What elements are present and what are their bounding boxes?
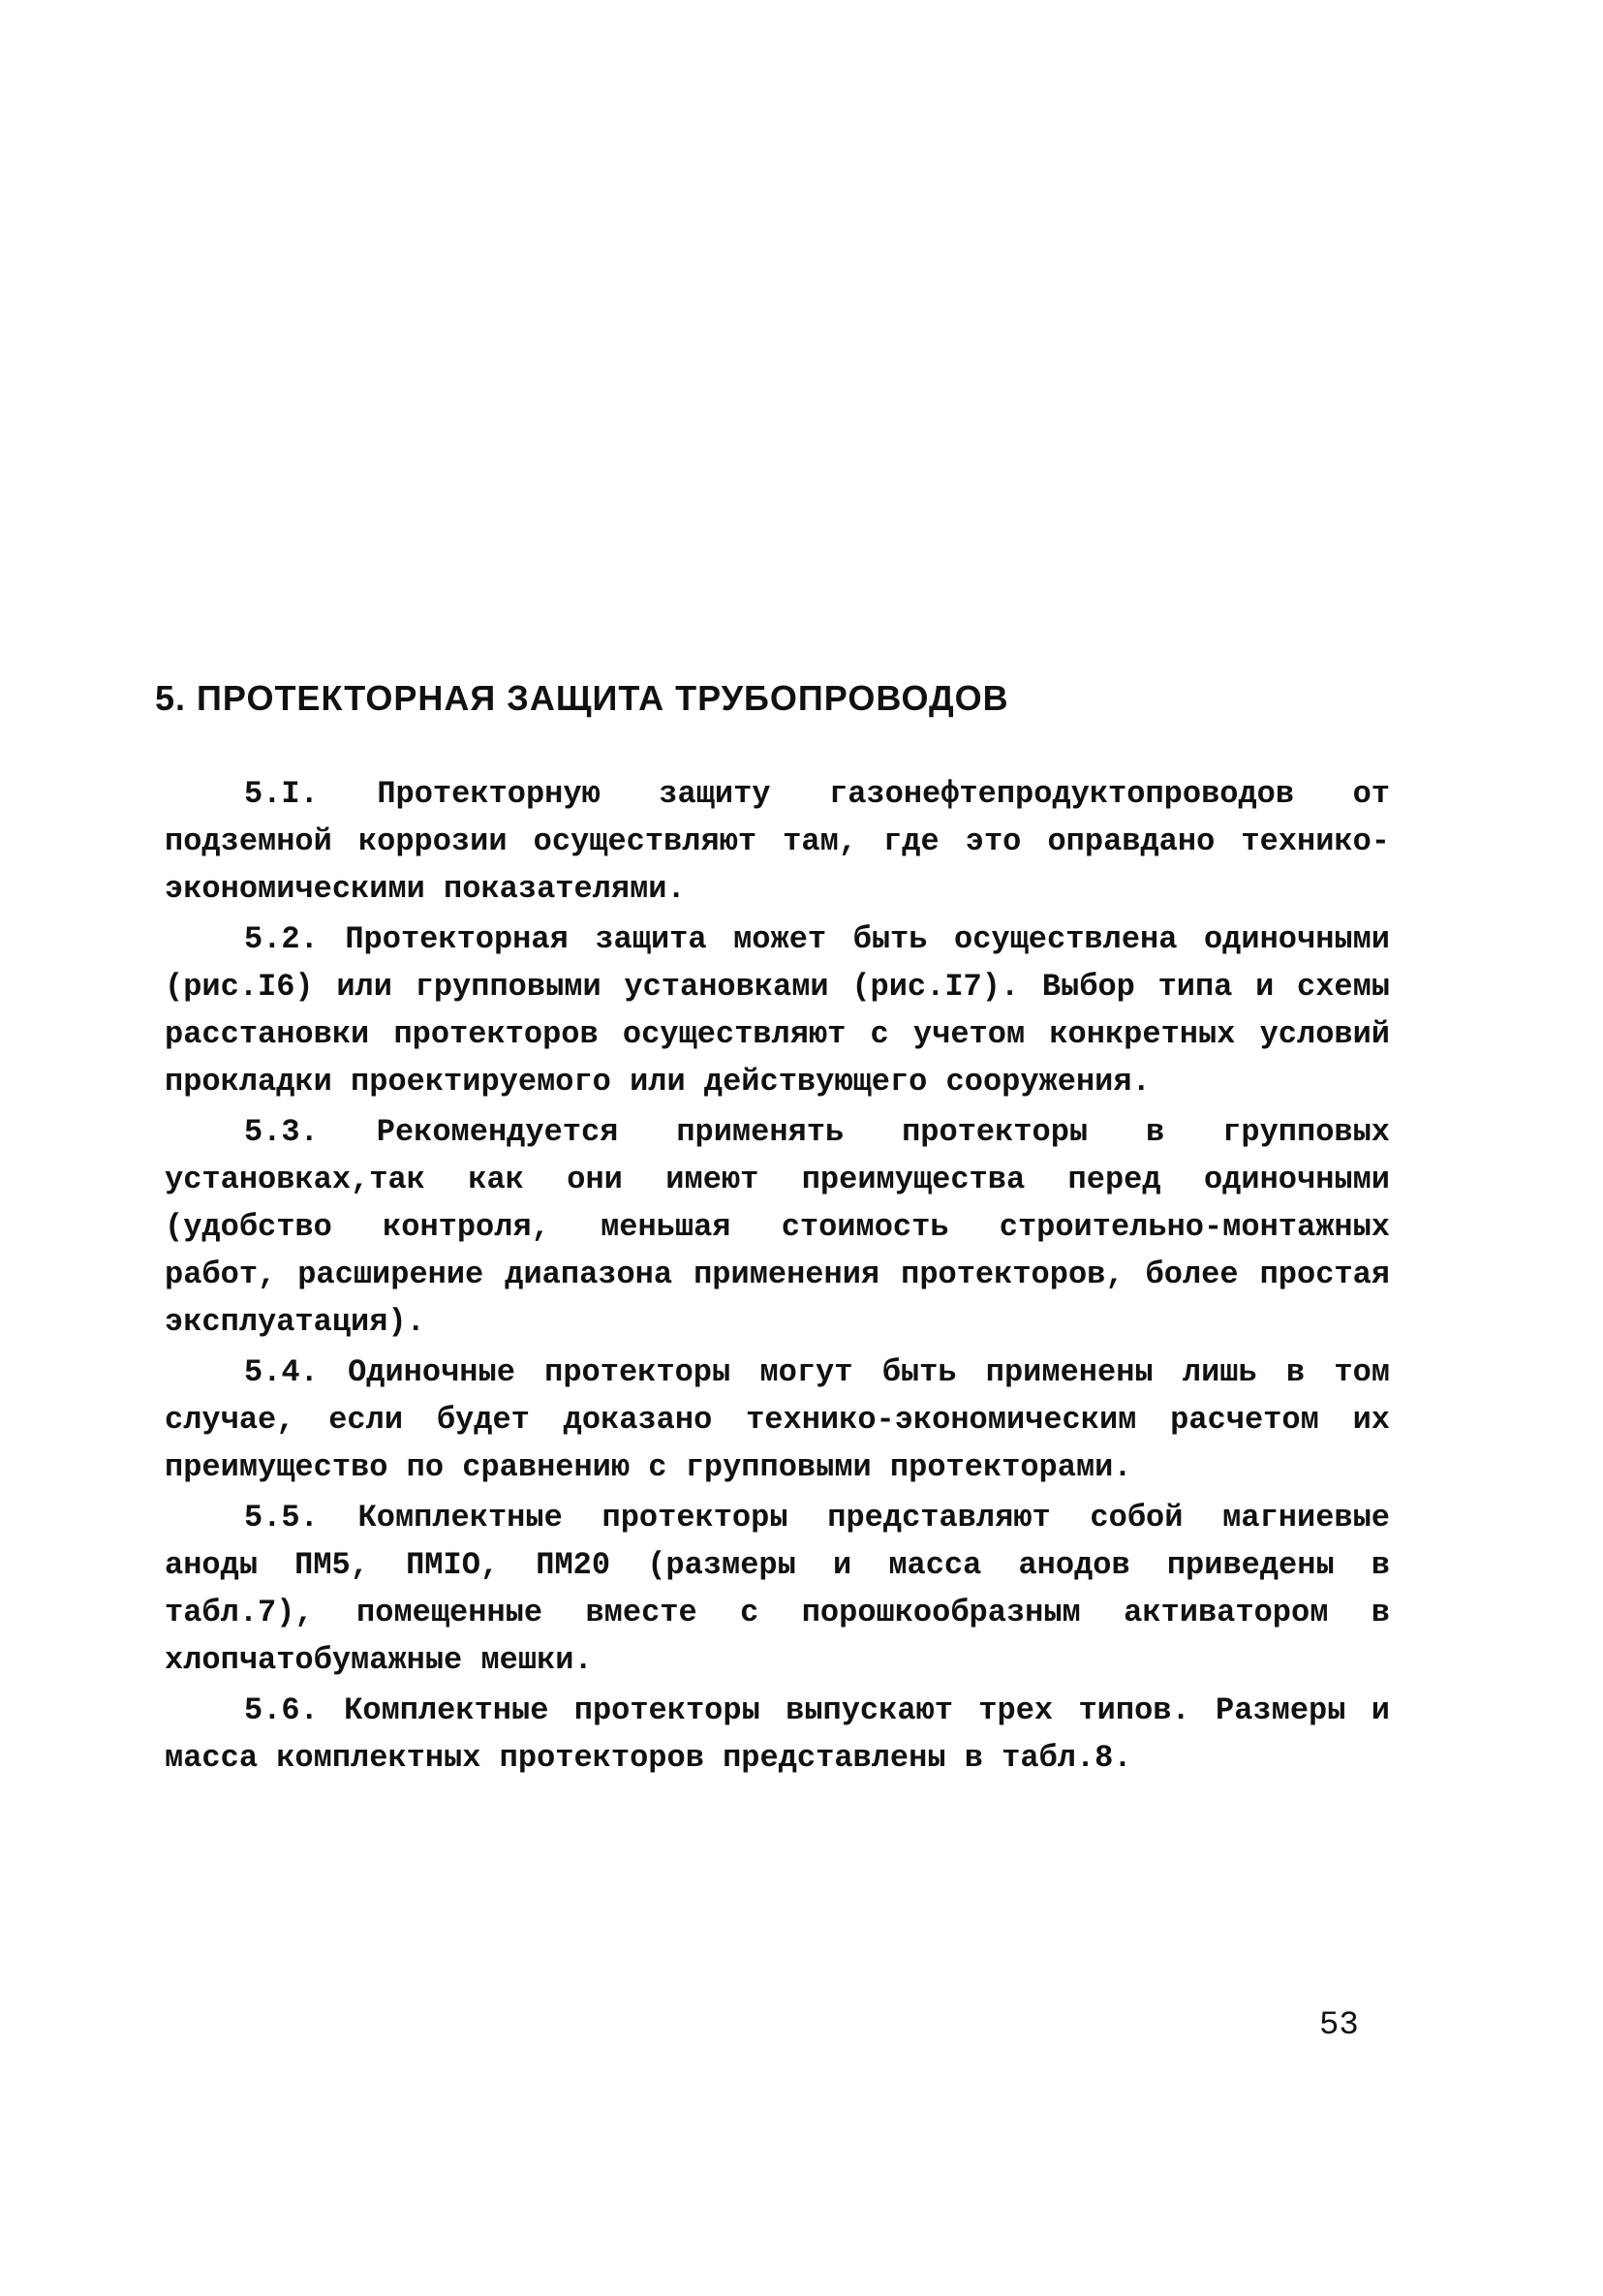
section-body: [165, 770, 1390, 1784]
paragraph-5-5: 5.5. Комплектные протекторы представляют собой магниевые аноды ПМ5, ПМIО, ПМ20 (размеры и масса анодов приведены в табл.7), помещенные вместе с порошкообразным активатором в хлопчатобумажные мешки.: [165, 1500, 1390, 1678]
paragraph-5-3: 5.3. Рекомендуется применять протекторы в групповых установках,так как они имеют преимущества перед одиночными (удобство контроля, меньшая стоимость строительно-монтажных работ, расширение диапазона применения протекторов, более простая эксплуатация).: [165, 1114, 1390, 1340]
paragraph-5-1: 5.I. Протекторную защиту газонефтепродуктопроводов от подземной коррозии осуществляют там, где это оправдано технико-экономическими показателями.: [165, 776, 1390, 907]
paragraph-5-2: 5.2. Протекторная защита может быть осуществлена одиночными (рис.I6) или групповыми установками (рис.I7). Выбор типа и схемы расстановки протекторов осуществляют с учетом конкретных условий прокладки проектируемого или действующего сооружения.: [165, 921, 1390, 1100]
paragraph-5-6: 5.6. Комплектные протекторы выпускают трех типов. Размеры и масса комплектных протекторов представлены в табл.8.: [165, 1692, 1390, 1776]
page-number: 53: [1319, 2007, 1359, 2044]
section-title: 5. ПРОТЕКТОРНАЯ ЗАЩИТА ТРУБОПРОВОДОВ: [155, 678, 1009, 718]
paragraph-5-4: 5.4. Одиночные протекторы могут быть применены лишь в том случае, если будет доказано технико-экономическим расчетом их преимущество по сравнению с групповыми протекторами.: [165, 1354, 1390, 1485]
